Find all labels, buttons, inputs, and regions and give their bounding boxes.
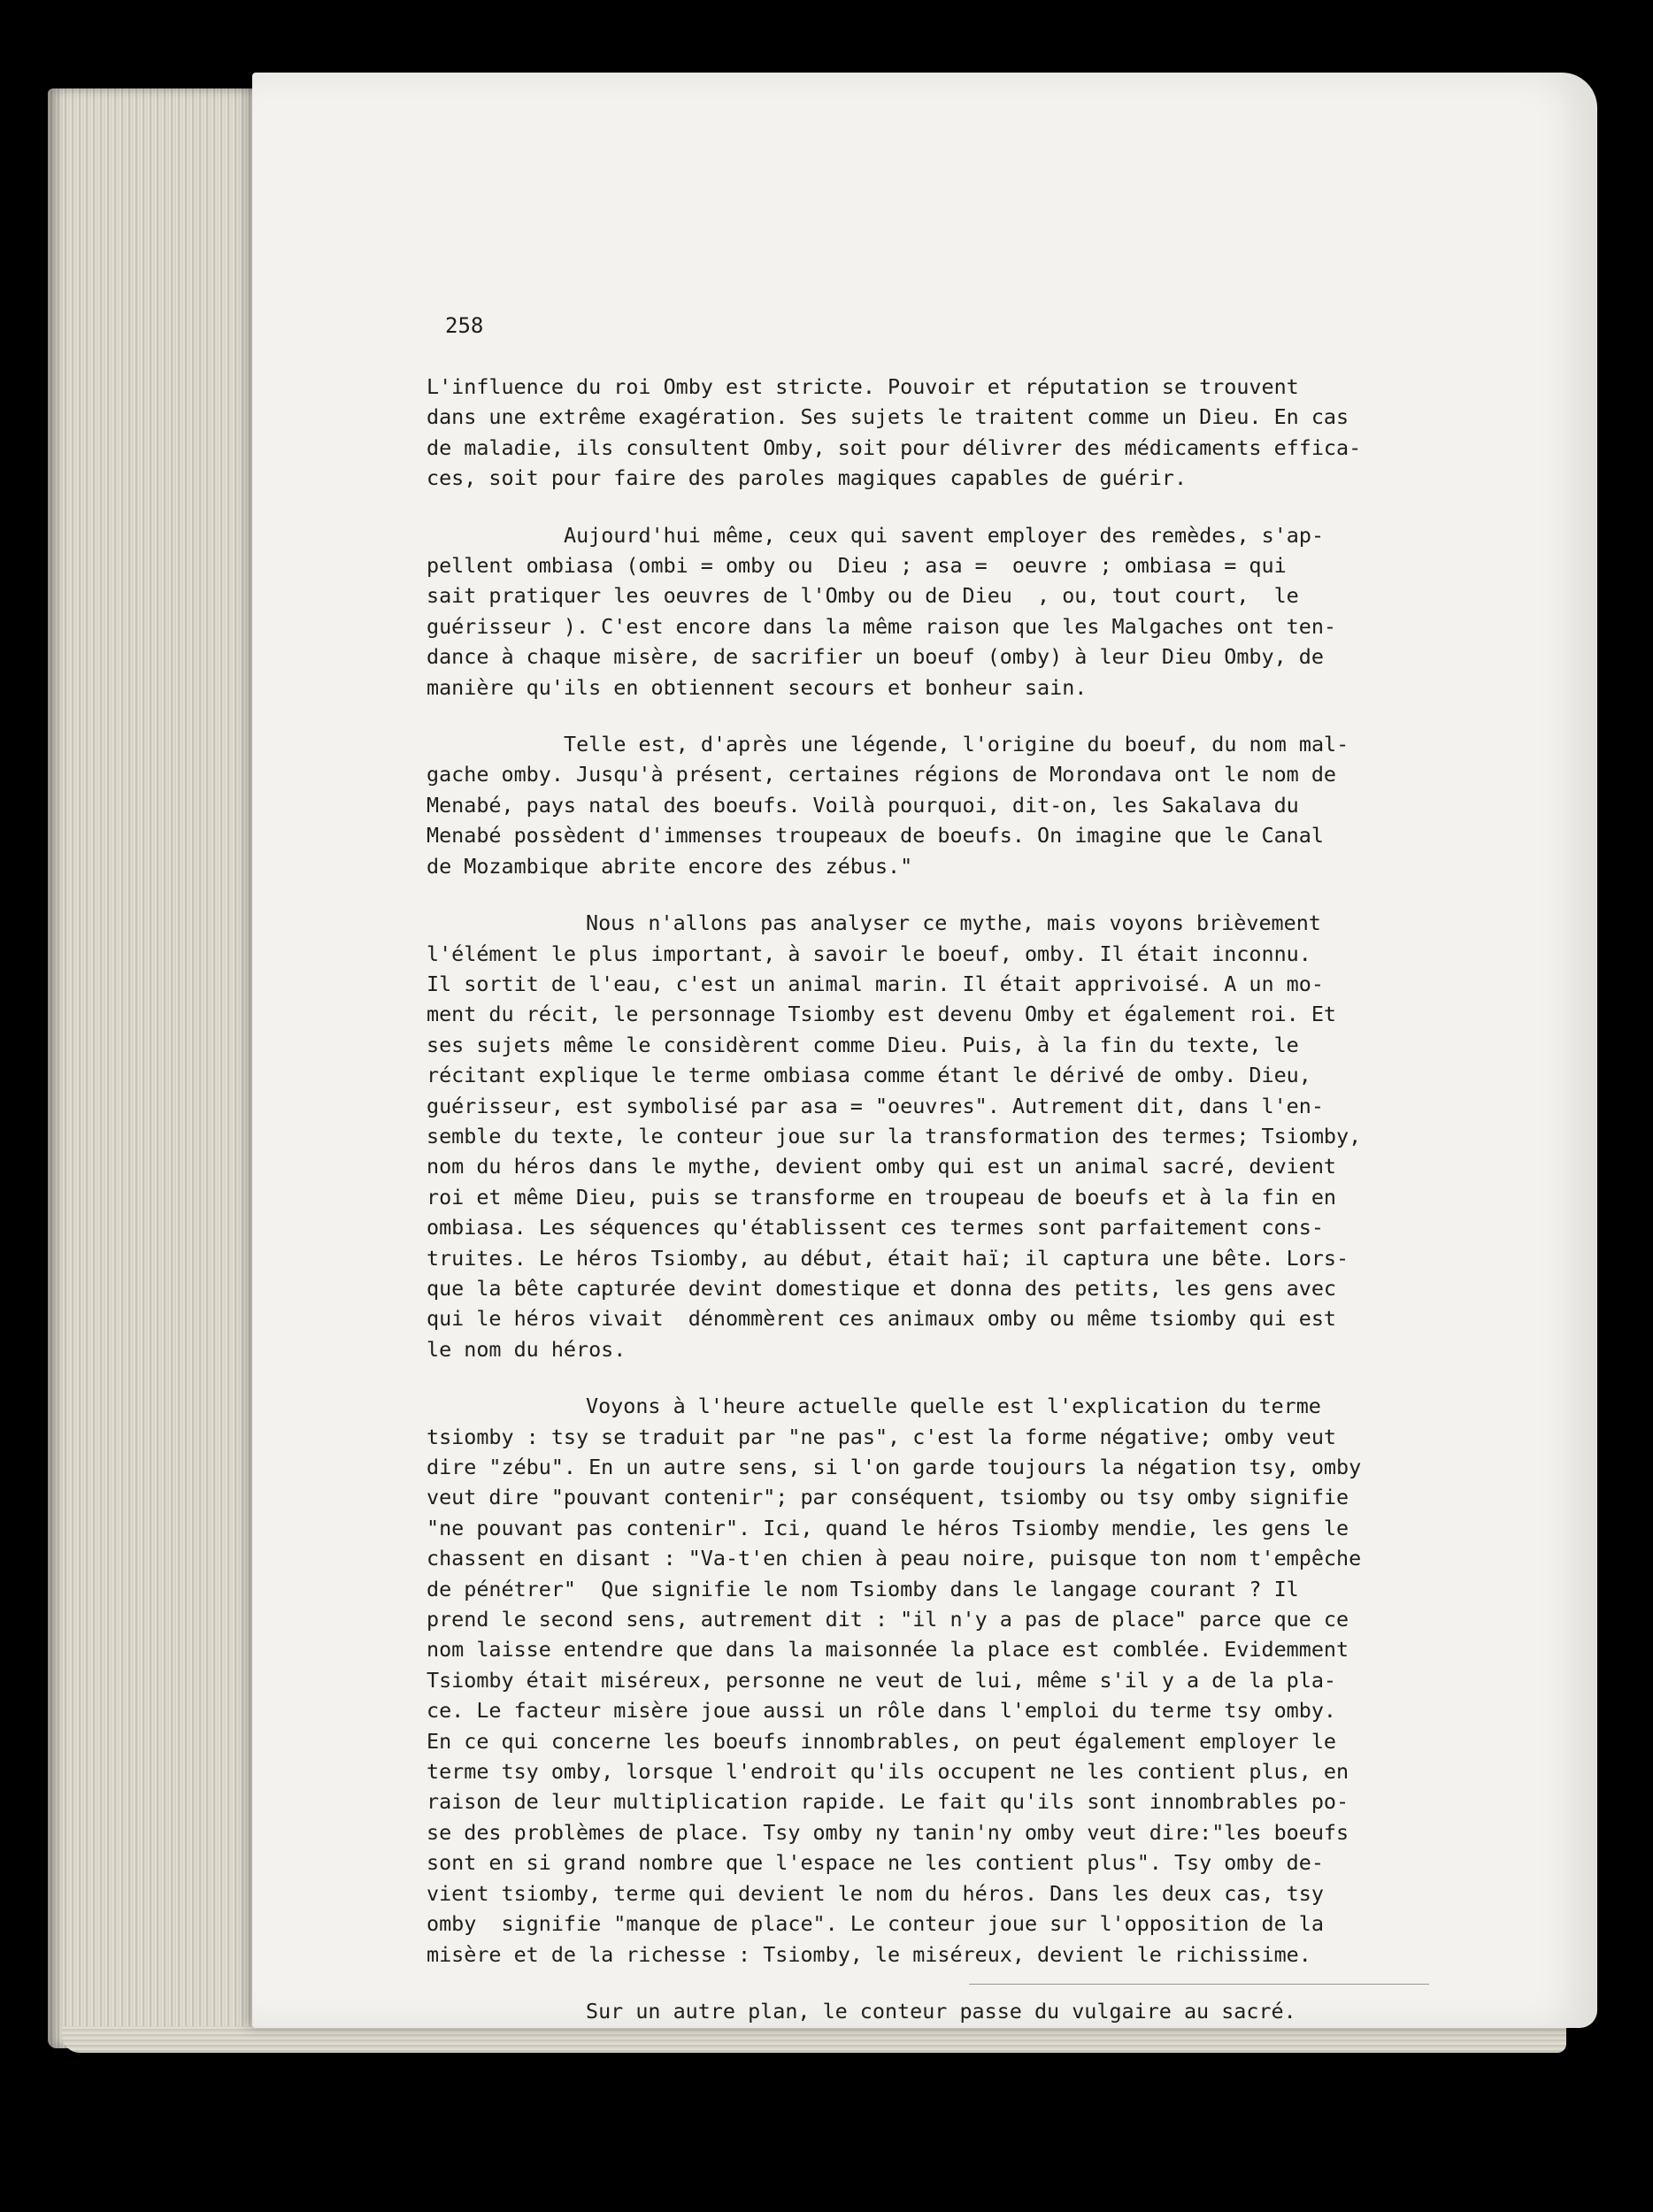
text-line: tsiomby : tsy se traduit par "ne pas", c'est la forme négative; omby veut — [427, 1424, 1337, 1449]
text-line: Nous n'allons pas analyser ce mythe, mais voyons brièvement — [586, 910, 1321, 936]
text-line: misère et de la richesse : Tsiomby, le miséreux, devient le richissime. — [427, 1941, 1311, 1967]
text-line: semble du texte, le conteur joue sur la transformation des termes; Tsiomby, — [427, 1123, 1362, 1148]
text-line: sait pratiquer les oeuvres de l'Omby ou de Dieu , ou, tout court, le — [427, 583, 1299, 609]
text-line: "ne pouvant pas contenir". Ici, quand le héros Tsiomby mendie, les gens le — [427, 1515, 1349, 1540]
text-line: pellent ombiasa (ombi = omby ou Dieu ; asa = oeuvre ; ombiasa = qui — [427, 553, 1287, 579]
text-line: dans une extrême exagération. Ses sujets le traitent comme un Dieu. En cas — [427, 404, 1349, 430]
text-line: qui le héros vivait dénommèrent ces animaux omby ou même tsiomby qui est — [427, 1306, 1337, 1332]
footnote-rule — [969, 1984, 1429, 1985]
text-line: manière qu'ils en obtiennent secours et bonheur sain. — [427, 674, 1088, 700]
paragraph-1 — [427, 372, 1462, 494]
text-line: se des problèmes de place. Tsy omby ny tanin'ny omby veut dire:"les boeufs — [427, 1819, 1349, 1845]
text-line: raison de leur multiplication rapide. Le fait qu'ils sont innombrables po- — [427, 1789, 1349, 1815]
text-line: sont en si grand nombre que l'espace ne les contient plus". Tsy omby de- — [427, 1850, 1324, 1876]
text-line: Menabé, pays natal des boeufs. Voilà pourquoi, dit-on, les Sakalava du — [427, 792, 1299, 818]
body-text — [427, 372, 1462, 2053]
text-line: roi et même Dieu, puis se transforme en troupeau de boeufs et à la fin en — [427, 1184, 1337, 1210]
text-line: gache omby. Jusqu'à présent, certaines régions de Morondava ont le nom de — [427, 762, 1337, 787]
page-edges — [48, 88, 269, 2048]
text-line: ses sujets même le considèrent comme Dieu. Puis, à la fin du texte, le — [427, 1032, 1299, 1057]
text-line: que la bête capturée devint domestique et donna des petits, les gens avec — [427, 1275, 1337, 1301]
text-line: Il sortit de l'eau, c'est un animal marin. Il était apprivoisé. A un mo- — [427, 971, 1324, 996]
paragraph-3 — [427, 729, 1462, 881]
paragraph-4 — [427, 908, 1462, 1364]
text-line: de pénétrer" Que signifie le nom Tsiomby dans le langage courant ? Il — [427, 1576, 1299, 1601]
text-line: nom du héros dans le mythe, devient omby qui est un animal sacré, devient — [427, 1154, 1337, 1179]
text-line: ombiasa. Les séquences qu'établissent ces termes sont parfaitement cons- — [427, 1215, 1324, 1240]
paragraph-5 — [427, 1391, 1462, 1970]
text-line: de maladie, ils consultent Omby, soit pour délivrer des médicaments effica- — [427, 434, 1362, 460]
text-line: nom laisse entendre que dans la maisonnée la place est comblée. Evidemment — [427, 1637, 1349, 1663]
text-line: Menabé possèdent d'immenses troupeaux de boeufs. On imagine que le Canal — [427, 823, 1324, 849]
text-line: dire "zébu". En un autre sens, si l'on garde toujours la négation tsy, omby — [427, 1455, 1362, 1479]
text-line: Voyons à l'heure actuelle quelle est l'explication du terme — [586, 1394, 1321, 1419]
paragraph-2 — [427, 520, 1462, 703]
text-line: En ce qui concerne les boeufs innombrables, on peut également employer le — [427, 1728, 1337, 1754]
text-line: ces, soit pour faire des paroles magiques capables de guérir. — [427, 465, 1188, 491]
text-line: ment du récit, le personnage Tsiomby est devenu Omby et également roi. Et — [427, 1002, 1337, 1027]
text-line: L'influence du roi Omby est stricte. Pouvoir et réputation se trouvent — [427, 374, 1299, 399]
text-line: ce. Le facteur misère joue aussi un rôle dans l'emploi du terme tsy omby. — [427, 1698, 1337, 1724]
text-line: vient tsiomby, terme qui devient le nom du héros. Dans les deux cas, tsy — [427, 1880, 1324, 1906]
text-line: Sur un autre plan, le conteur passe du vulgaire au sacré. — [586, 1998, 1296, 2024]
text-line: Telle est, d'après une légende, l'origine du boeuf, du nom mal- — [564, 732, 1349, 757]
text-line: omby signifie "manque de place". Le conteur joue sur l'opposition de la — [427, 1911, 1324, 1937]
text-line: le nom du héros. — [427, 1336, 627, 1362]
text-line: Aujourd'hui même, ceux qui savent employer des remèdes, s'ap- — [564, 522, 1325, 548]
text-line: prend le second sens, autrement dit : "il n'y a pas de place" parce que ce — [427, 1607, 1349, 1632]
text-line: terme tsy omby, lorsque l'endroit qu'ils occupent ne les contient plus, en — [427, 1759, 1349, 1785]
paragraph-6 — [427, 1996, 1462, 2026]
book-page — [252, 73, 1597, 2028]
text-line: chassent en disant : "Va-t'en chien à peau noire, puisque ton nom t'empêche — [427, 1546, 1362, 1571]
text-line: dance à chaque misère, de sacrifier un boeuf (omby) à leur Dieu Omby, de — [427, 644, 1324, 670]
text-line: guérisseur, est symbolisé par asa = "oeuvres". Autrement dit, dans l'en- — [427, 1093, 1324, 1118]
text-line: Tsiomby était miséreux, personne ne veut de lui, même s'il y a de la pla- — [427, 1667, 1337, 1693]
text-line: de Mozambique abrite encore des zébus." — [427, 853, 913, 879]
page-number: 258 — [445, 313, 484, 338]
text-line: veut dire "pouvant contenir"; par conséquent, tsiomby ou tsy omby signifie — [427, 1485, 1349, 1510]
text-line: récitant explique le terme ombiasa comme étant le dérivé de omby. Dieu, — [427, 1063, 1311, 1088]
text-line: l'élément le plus important, à savoir le boeuf, omby. Il était inconnu. — [427, 941, 1311, 966]
text-line: guérisseur ). C'est encore dans la même raison que les Malgaches ont ten- — [427, 613, 1337, 639]
text-line: truites. Le héros Tsiomby, au début, était haï; il captura une bête. Lors- — [427, 1245, 1349, 1271]
